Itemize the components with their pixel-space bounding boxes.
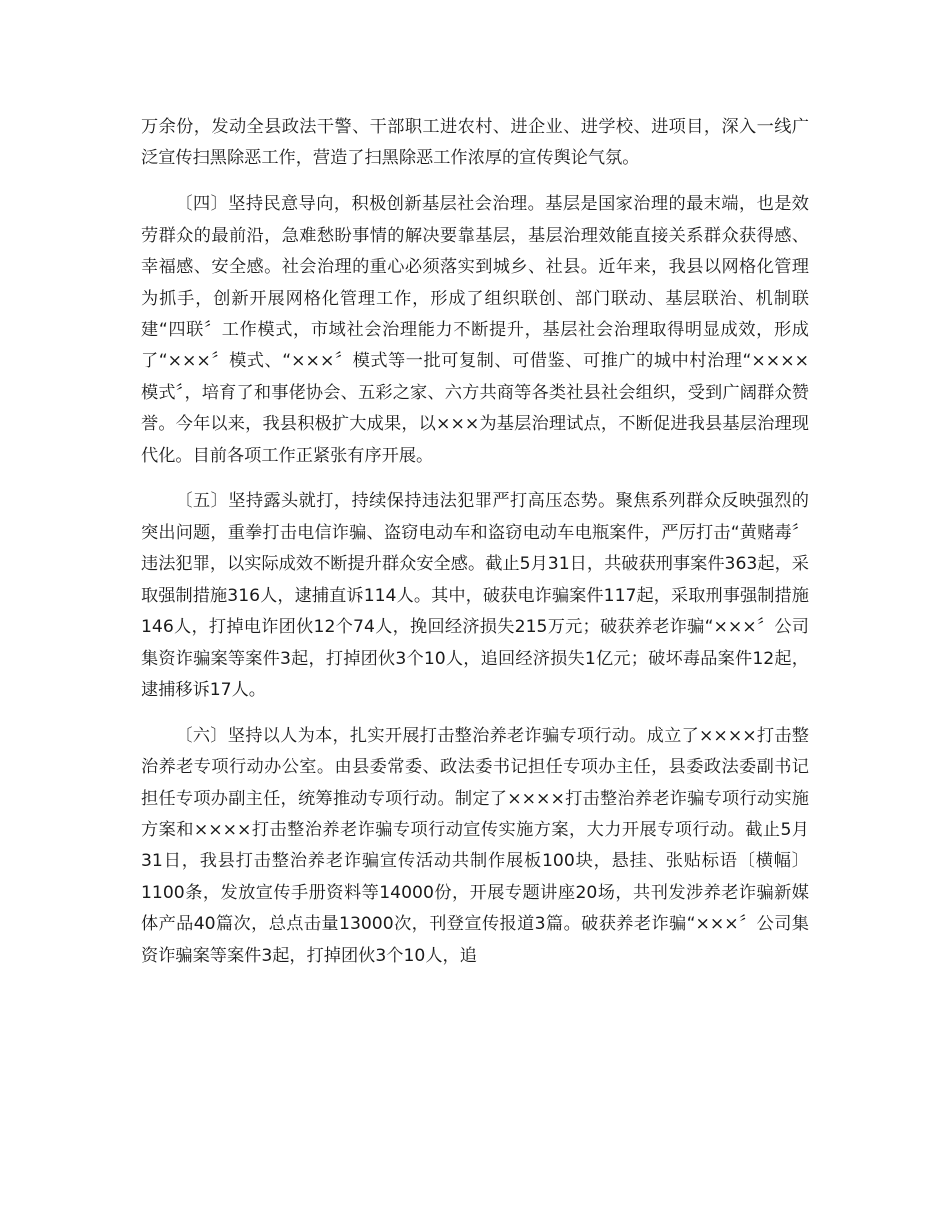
paragraph-section-4: 〔四〕坚持民意导向，积极创新基层社会治理。基层是国家治理的最末端，也是效劳群众的最前沿，急难愁盼事情的解决要靠基层，基层治理效能直接关系群众获得感、幸福感、安全感。社会治理的重心必须落实到城乡、社县。近年来，我县以网格化管理为抓手，创新开展网格化管理工作，形成了组织联创、部门联动、基层联治、机制联建“四联〞工作模式，市域社会治理能力不断提升，基层社会治理取得明显成效，形成了“×××〞模式、“×××〞模式等一批可复制、可借鉴、可推广的城中村治理“××××模式〞，培育了和事佬协会、五彩之家、六方共商等各类社县社会组织，受到广阔群众赞誉。今年以来，我县积极扩大成果，以×××为基层治理试点，不断促进我县基层治理现代化。目前各项工作正紧张有序开展。 bbox=[141, 194, 809, 466]
paragraph-section-6: 〔六〕坚持以人为本，扎实开展打击整治养老诈骗专项行动。成立了××××打击整治养老专项行动办公室。由县委常委、政法委书记担任专项办主任，县委政法委副书记担任专项办副主任，统筹推动专项行动。制定了××××打击整治养老诈骗专项行动实施方案和××××打击整治养老诈骗专项行动宣传实施方案，大力开展专项行动。截止5月31日，我县打击整治养老诈骗宣传活动共制作展板100块，悬挂、张贴标语〔横幅〕1100条，发放宣传手册资料等14000份，开展专题讲座20场，共刊发涉养老诈骗新媒体产品40篇次，总点击量13000次，刊登宣传报道3篇。破获养老诈骗“×××〞公司集资诈骗案等案件3起，打掉团伙3个10人，追 bbox=[141, 725, 809, 966]
paragraph-continuation: 万余份，发动全县政法干警、干部职工进农村、进企业、进学校、进项目，深入一线广泛宣传扫黑除恶工作，营造了扫黑除恶工作浓厚的宣传舆论气氛。 bbox=[141, 117, 809, 169]
document-body bbox=[141, 112, 809, 987]
paragraph-section-5: 〔五〕坚持露头就打，持续保持违法犯罪严打高压态势。聚焦系列群众反映强烈的突出问题，重拳打击电信诈骗、盗窃电动车和盗窃电动车电瓶案件，严厉打击“黄赌毒〞违法犯罪，以实际成效不断提升群众安全感。截止5月31日，共破获刑事案件363起，采取强制措施316人，逮捕直诉114人。其中，破获电诈骗案件117起，采取刑事强制措施146人，打掉电诈团伙12个74人，挽回经济损失215万元；破获养老诈骗“×××〞公司集资诈骗案等案件3起，打掉团伙3个10人，追回经济损失1亿元；破坏毒品案件12起，逮捕移诉17人。 bbox=[141, 491, 809, 700]
